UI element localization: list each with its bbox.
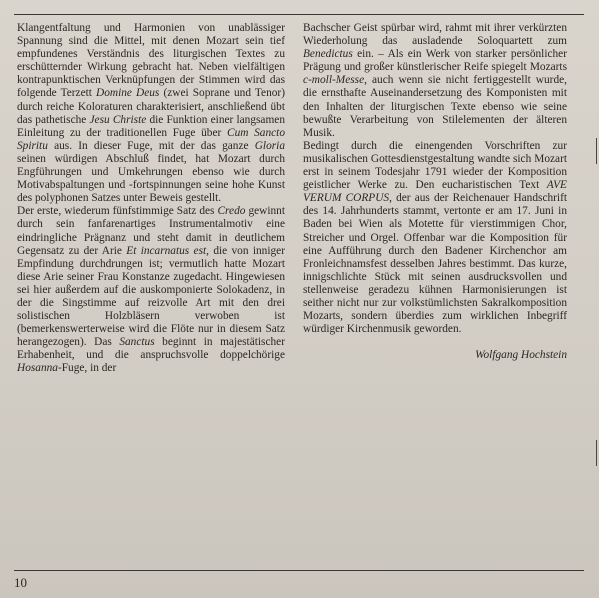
left-paragraph-2: Der erste, wiederum fünfstimmige Satz des Credo gewinnt durch sein fanfarenartiges Instrumentalmotiv eine eindringliche Prägnanz und steht damit in deutlichem Gegensatz zu der Arie Et incarnatus est, die von inniger Empfindung durchdrungen ist; vermutlich hatte Mozart diese Arie seiner Frau Konstanze zugedacht. Hingewiesen sei hier außerdem auf die auskomponierte Solokadenz, in der die Singstimme auf reizvolle Art mit den drei solistischen Holzbläsern verwoben ist (bemerkenswerterweise wird die Flöte nur in diesem Satz herangezogen). Das Sanctus beginnt in majestätischer Erhabenheit, und die anspruchsvolle doppelchörige Hosanna-Fuge, in der: [17, 205, 285, 375]
work-title: Domine Deus: [96, 87, 160, 100]
work-title: Gloria: [254, 139, 285, 152]
edge-mark: [596, 138, 597, 164]
right-paragraph-2: Bedingt durch die einengenden Vorschriften zur musikalischen Gottesdienstgestaltung wandte sich Mozart erst in seinem Todesjahr 1791 wieder der Komposition geistlicher Werke zu. Den eucharistischen Text AVE VERUM CORPUS, der aus der Reichenauer Handschrift des 14. Jahrhunderts stammt, vertonte er am 17. Juni in Baden bei Wien als Motette für vierstimmigen Chor, Streicher und Orgel. Offenbar war die Komposition für eine Aufführung durch den Badener Kirchenchor am Fronleichnamsfest desselben Jahres bestimmt. Das kurze, innigschlichte Stück mit seinen ausdrucksvollen und stellenweise geradezu kühnen Harmonisierungen ist seither nicht nur zur volkstümlichsten Sakralkomposition Mozarts, sondern überdies zum wirklichen Inbegriff würdiger Kirchenmusik geworden.: [303, 139, 568, 336]
top-rule: [14, 14, 584, 15]
work-title: Hosanna: [17, 362, 58, 375]
right-text-column: [303, 22, 567, 362]
page-number: 10: [14, 575, 27, 590]
work-title: AVE VERUM CORPUS: [303, 179, 567, 205]
work-title: Et incarnatus est: [126, 244, 207, 257]
work-title: Jesu Christe: [89, 113, 147, 126]
left-text-column: [17, 22, 285, 376]
right-paragraph-1: Bachscher Geist spürbar wird, rahmt mit ihrer verkürzten Wiederholung das ausladende Soloquartett zum Benedictus ein. – Als ein Werk von starker persönlicher Prägung und großer künstlerischer Reife spiegelt Mozarts c-moll-Messe, auch wenn sie nicht fertiggestellt wurde, die ernsthafte Auseinandersetzung des Komponisten mit den Inhalten der liturgischen Texte ebenso wie seine bewußte Verarbeitung von Stilelementen der älteren Musik.: [303, 22, 567, 139]
work-title: Benedictus: [303, 48, 353, 61]
left-paragraph-1: Klangentfaltung und Harmonien von unablässiger Spannung sind die Mittel, mit denen Mozart sein tief empfundenes Verständnis des liturgischen Textes zu erschütternder Wirkung gebracht hat. Neben vielfältigen kontrapunktischen Verknüpfungen der Stimmen wird das folgende Terzett Domine Deus (zwei Soprane und Tenor) durch reiche Koloraturen charakterisiert, anschließend übt das pathetische Jesu Christe die Funktion einer langsamen Einleitung zu der traditionellen Fuge über Cum Sancto Spiritu aus. In dieser Fuge, mit der das ganze Gloria seinen würdigen Abschluß findet, hat Mozart durch Engführungen und Umkehrungen ebenso wie durch Motivabspaltungen und -fortspinnungen seine hohe Kunst des polyphonen Satzes unter Beweis gestellt.: [17, 22, 286, 205]
bottom-rule: [14, 570, 584, 571]
author-signature: Wolfgang Hochstein: [475, 349, 567, 362]
work-title: Sanctus: [119, 336, 155, 349]
edge-mark: [596, 440, 597, 466]
work-title: c-moll-Messe: [303, 74, 365, 87]
work-title: Cum Sancto Spiritu: [17, 126, 286, 152]
work-title: Credo: [217, 205, 246, 218]
